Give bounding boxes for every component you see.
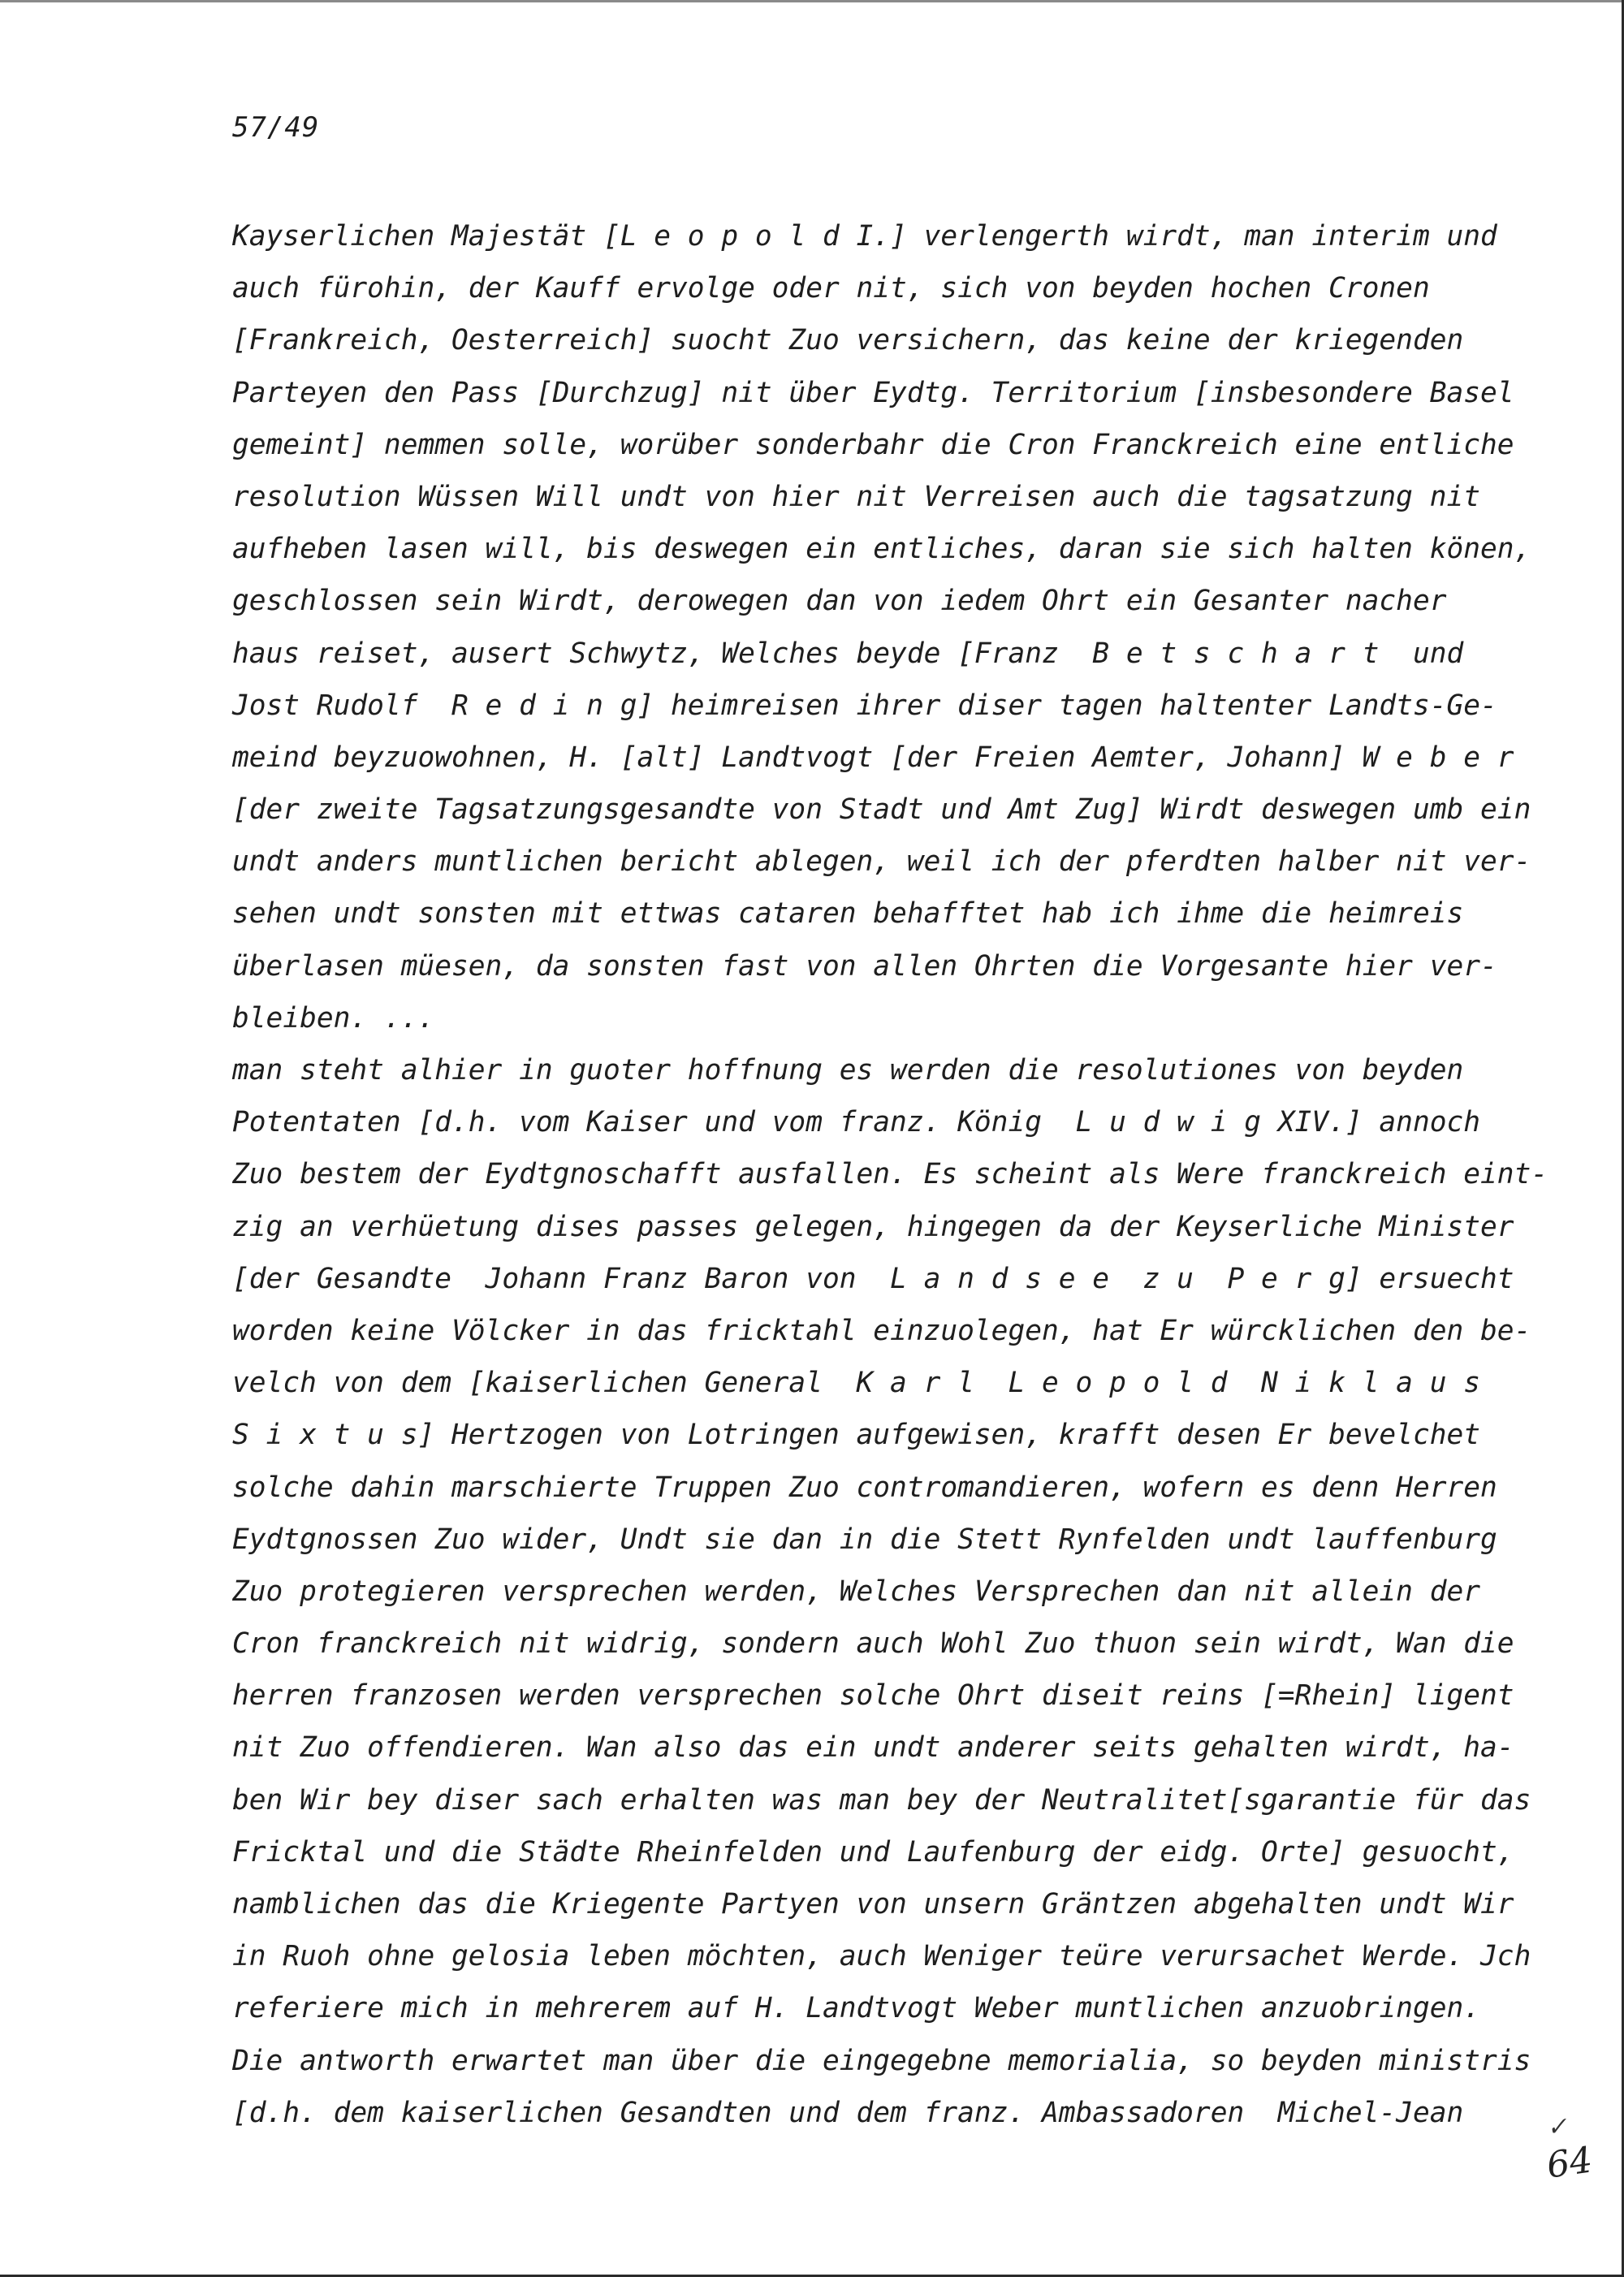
text-line: zig an verhüetung dises passes gelegen, hingegen da der Keyserliche Minister — [232, 1210, 1514, 1243]
text-line: herren franzosen werden versprechen solche Ohrt diseit reins [=Rhein] ligent — [232, 1679, 1514, 1713]
text-line: geschlossen sein Wirdt, derowegen dan von iedem Ohrt ein Gesanter nacher — [232, 585, 1447, 618]
text-line: velch von dem [kaiserlichen General K a r l L e o p o l d N i k l a u s — [232, 1367, 1481, 1400]
text-line: undt anders muntlichen bericht ablegen, weil ich der pferdten halber nit ver- — [232, 845, 1531, 879]
top-border-line — [0, 0, 1624, 2]
text-line: überlasen müesen, da sonsten fast von allen Ohrten die Vorgesante hier ver- — [232, 949, 1497, 983]
text-line: Cron franckreich nit widrig, sondern auch Wohl Zuo thuon sein wirdt, Wan die — [232, 1627, 1514, 1661]
text-line: solche dahin marschierte Truppen Zuo contromandieren, wofern es denn Herren — [232, 1471, 1497, 1504]
text-line: resolution Wüssen Will undt von hier nit Verreisen auch die tagsatzung nit — [232, 480, 1481, 513]
text-line: Fricktal und die Städte Rheinfelden und Laufenburg der eidg. Orte] gesuocht, — [232, 1835, 1514, 1869]
text-line: nit Zuo offendieren. Wan also das ein undt anderer seits gehalten wirdt, ha- — [232, 1731, 1514, 1765]
text-line: meind beyzuowohnen, H. [alt] Landtvogt [der Freien Aemter, Johann] W e b e r — [232, 741, 1514, 774]
handwritten-folio-number: 64 — [1544, 2139, 1596, 2187]
text-line: ben Wir bey diser sach erhalten was man bey der Neutralitet[sgarantie für das — [232, 1783, 1531, 1817]
text-line: Die antworth erwartet man über die eingegebne memorialia, so beyden ministris — [232, 2044, 1531, 2077]
page-number: 57/49 — [232, 111, 320, 144]
text-line: haus reiset, ausert Schwytz, Welches beyde [Franz B e t s c h a r t und — [232, 637, 1464, 670]
text-line: worden keine Völcker in das fricktahl einzuolegen, hat Er würcklichen den be- — [232, 1314, 1531, 1347]
text-line: bleiben. ... — [232, 1001, 435, 1035]
text-line: [der zweite Tagsatzungsgesandte von Stadt und Amt Zug] Wirdt deswegen umb ein — [232, 793, 1531, 827]
text-line: S i x t u s] Hertzogen von Lotringen aufgewisen, krafft desen Er bevelchet — [232, 1419, 1481, 1452]
text-line: aufheben lasen will, bis deswegen ein entliches, daran sie sich halten könen, — [232, 533, 1531, 566]
text-line: referiere mich in mehrerem auf H. Landtvogt Weber muntlichen anzuobringen. — [232, 1992, 1481, 2025]
text-line: sehen undt sonsten mit ettwas cataren behafftet hab ich ihme die heimreis — [232, 897, 1464, 931]
text-line: man steht alhier in guoter hoffnung es werden die resolutiones von beyden — [232, 1054, 1464, 1087]
text-line: [Frankreich, Oesterreich] suocht Zuo versichern, das keine der kriegenden — [232, 324, 1464, 357]
text-line: Zuo protegieren versprechen werden, Welches Versprechen dan nit allein der — [232, 1575, 1481, 1608]
text-line: Parteyen den Pass [Durchzug] nit über Eydtg. Territorium [insbesondere Basel — [232, 376, 1514, 409]
handwritten-check-mark: ✓ — [1545, 2111, 1569, 2143]
body-text — [232, 210, 1548, 2139]
text-line: Jost Rudolf R e d i n g] heimreisen ihrer diser tagen haltenter Landts-Ge- — [232, 689, 1497, 722]
text-line: Zuo bestem der Eydtgnoschafft ausfallen. Es scheint als Were franckreich eint- — [232, 1158, 1548, 1191]
text-line: gemeint] nemmen solle, worüber sonderbahr die Cron Franckreich eine entliche — [232, 428, 1514, 461]
text-line: auch fürohin, der Kauff ervolge oder nit, sich von beyden hochen Cronen — [232, 272, 1430, 305]
text-line: in Ruoh ohne gelosia leben möchten, auch Weniger teüre verursachet Werde. Jch — [232, 1940, 1531, 1973]
text-line: Kayserlichen Majestät [L e o p o l d I.] verlengerth wirdt, man interim und — [232, 220, 1497, 253]
text-line: [der Gesandte Johann Franz Baron von L a n d s e e z u P e r g] ersuecht — [232, 1262, 1514, 1295]
text-line: [d.h. dem kaiserlichen Gesandten und dem franz. Ambassadoren Michel-Jean — [232, 2096, 1464, 2129]
text-line: namblichen das die Kriegente Partyen von unsern Gräntzen abgehalten undt Wir — [232, 1888, 1514, 1921]
text-line: Eydtgnossen Zuo wider, Undt sie dan in die Stett Rynfelden undt lauffenburg — [232, 1523, 1497, 1556]
text-line: Potentaten [d.h. vom Kaiser und vom franz. König L u d w i g XIV.] annoch — [232, 1106, 1481, 1139]
